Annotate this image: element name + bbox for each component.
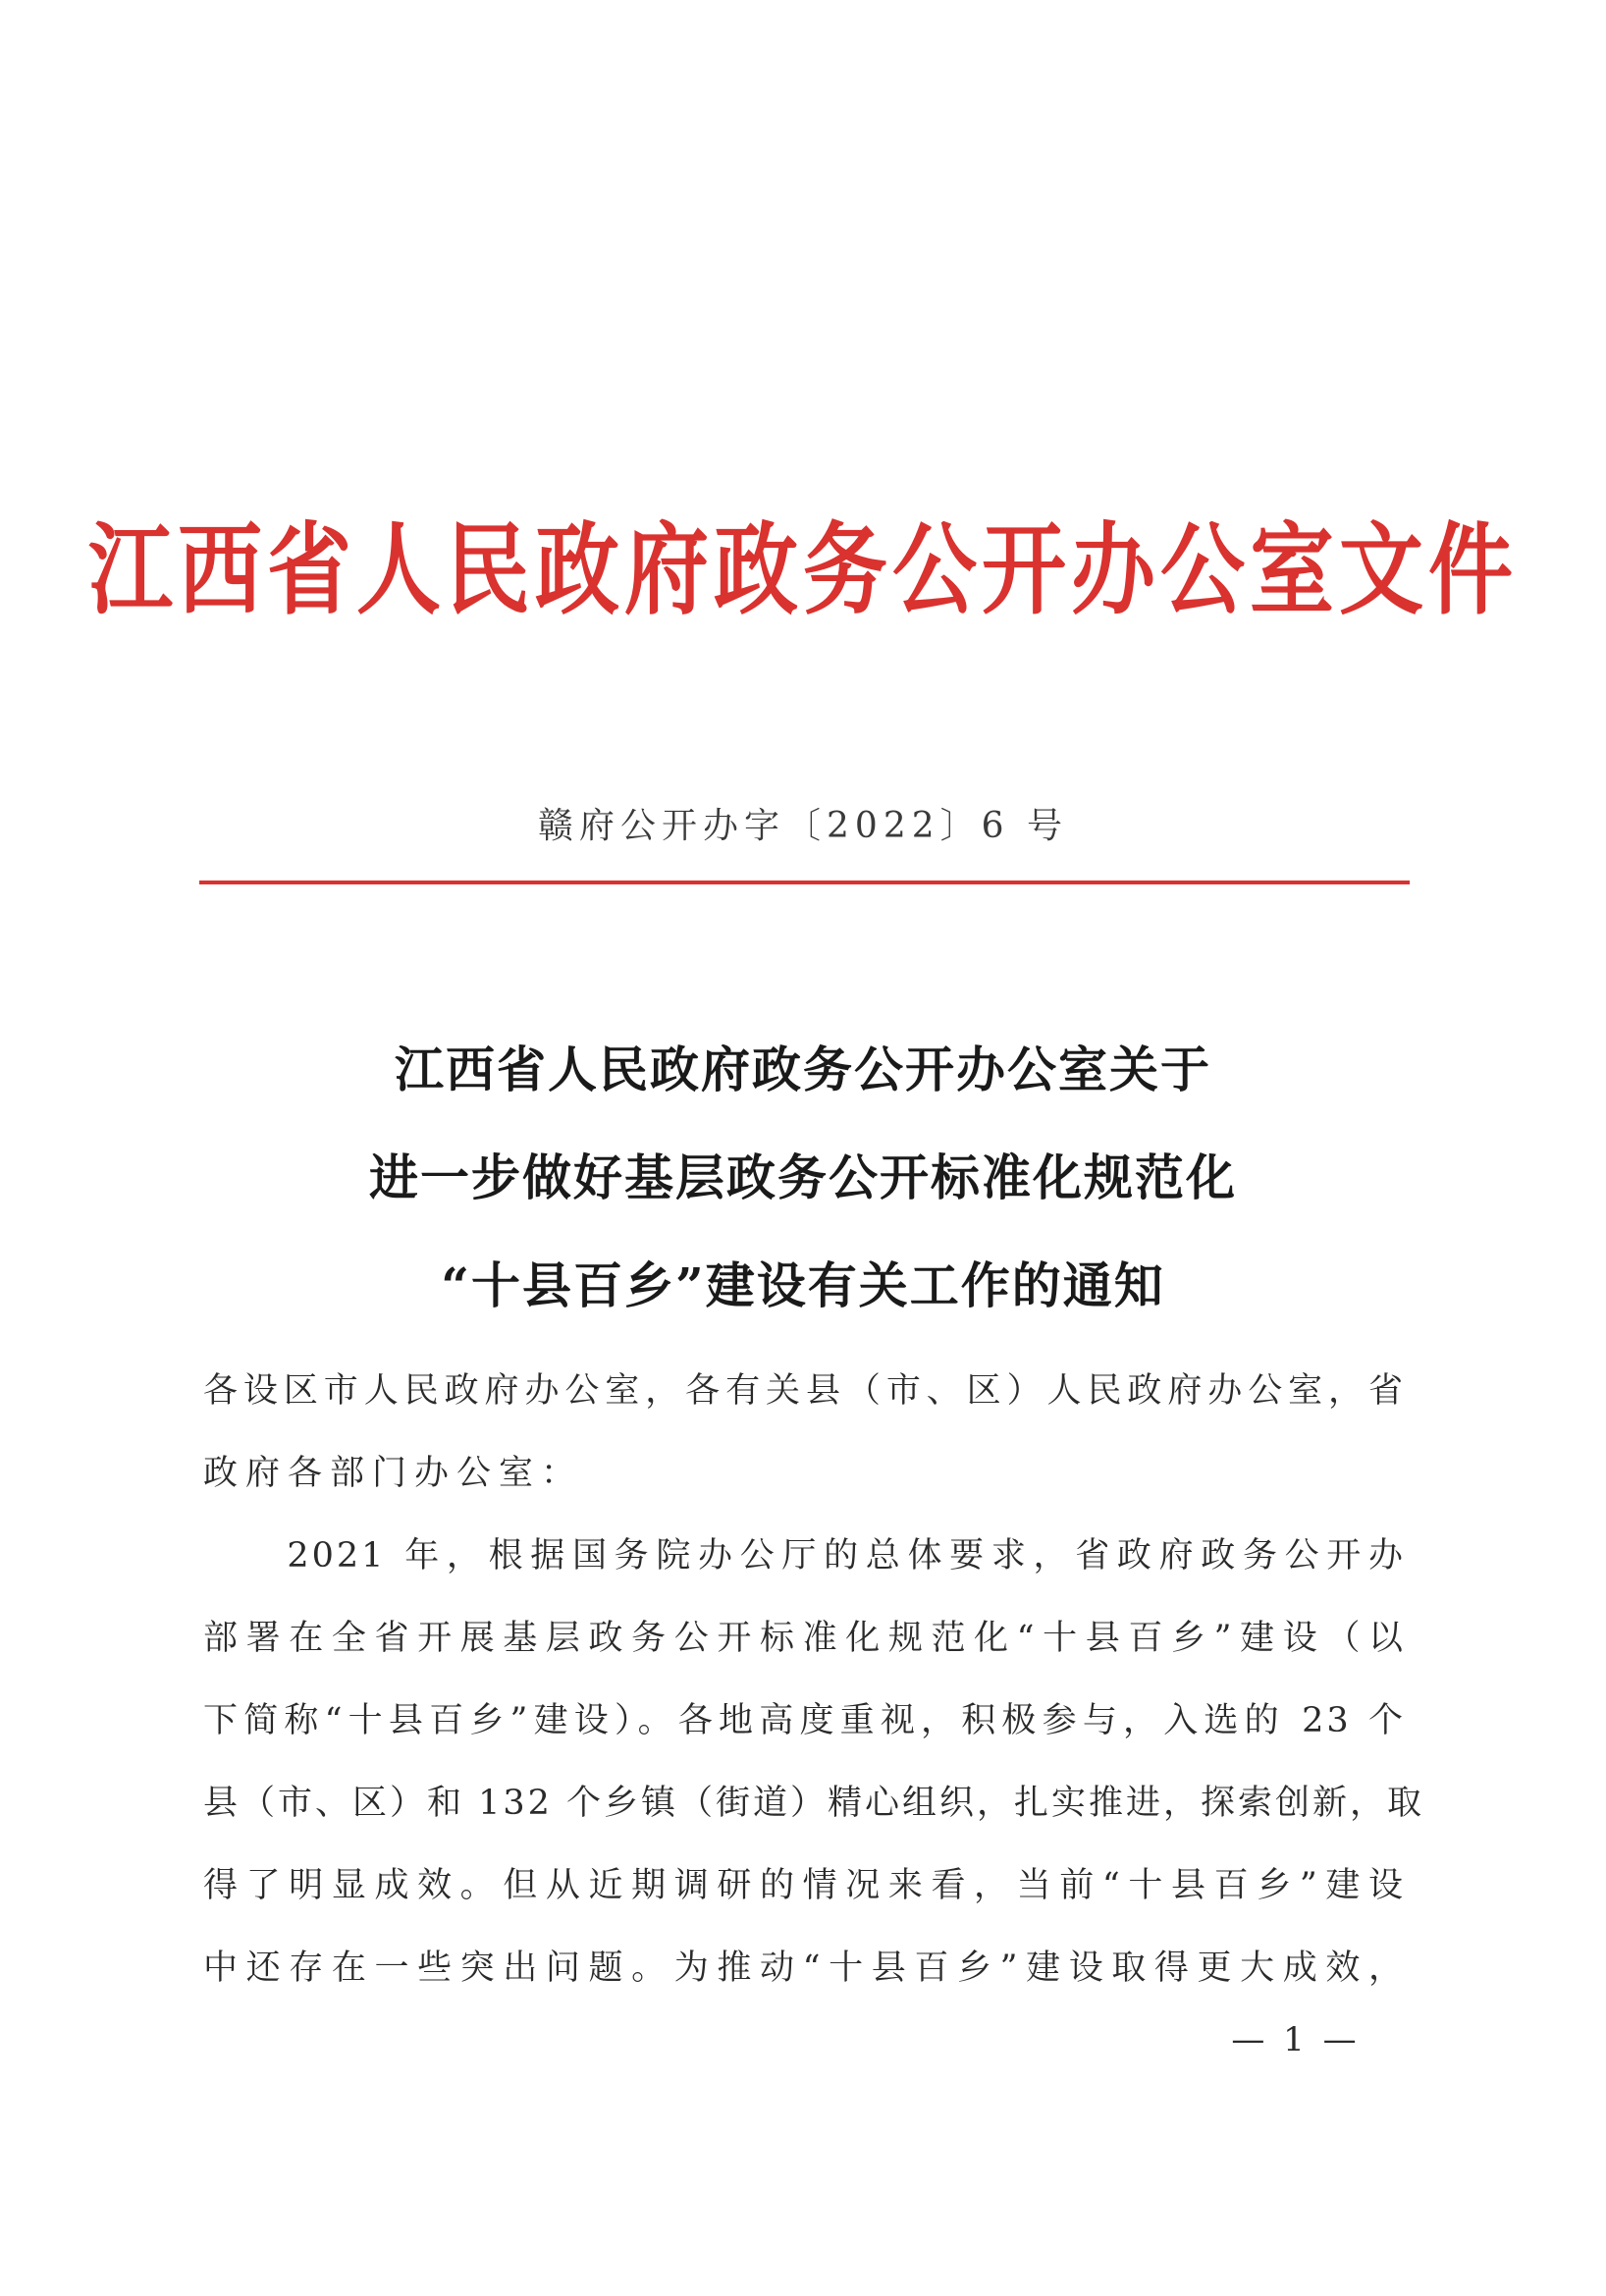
addressee-line: 各设区市人民政府办公室，各有关县（市、区）人民政府办公室，省 — [203, 1371, 1406, 1411]
notice-title — [0, 1026, 1606, 1350]
body-line: 部署在全省开展基层政务公开标准化规范化“十县百乡”建设（以 — [203, 1619, 1406, 1658]
notice-title-line: 江西省人民政府政务公开办公室关于 — [395, 1041, 1211, 1098]
body-line: 得了明显成效。但从近期调研的情况来看，当前“十县百乡”建设 — [203, 1866, 1406, 1905]
masthead-title: 江西省人民政府政务公开办公室文件 — [88, 511, 1518, 629]
document-number: 赣府公开办字〔2022〕6 号 — [538, 806, 1068, 846]
body-line: 县（市、区）和 132 个乡镇（街道）精心组织，扎实推进，探索创新，取 — [203, 1784, 1425, 1823]
addressee-line: 政府各部门办公室： — [203, 1454, 584, 1493]
body-line: 2021 年，根据国务院办公厅的总体要求，省政府政务公开办 — [203, 1536, 1406, 1575]
body-line: 下简称“十县百乡”建设）。各地高度重视，积极参与，入选的 23 个 — [203, 1701, 1406, 1740]
body-line: 中还存在一些突出问题。为推动“十县百乡”建设取得更大成效， — [203, 1949, 1406, 1988]
notice-body — [203, 1366, 1425, 2026]
red-divider-line — [199, 881, 1410, 884]
page-number: — 1 — — [1231, 2020, 1361, 2059]
notice-title-line: 进一步做好基层政务公开标准化规范化 — [369, 1148, 1237, 1206]
notice-title-line: “十县百乡”建设有关工作的通知 — [441, 1256, 1165, 1314]
